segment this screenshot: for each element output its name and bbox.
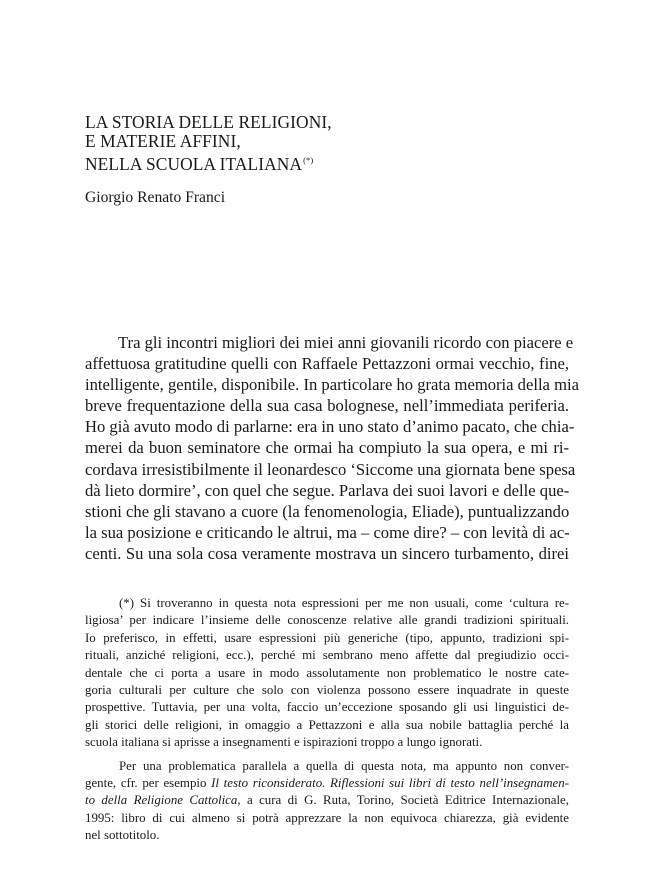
body-line: la sua posizione e criticando le altrui, ma – come dire? – con levità di ac- — [85, 522, 570, 542]
body-line: centi. Su una sola cosa veramente mostrava un sincero turbamento, direi — [85, 543, 569, 563]
body-line: cordava irresistibilmente il leonardesco ‘Siccome una giornata bene spesa — [85, 459, 576, 479]
footnote-line: ligiosa’ per indicare l’insieme delle conoscenze relative alle grandi tradizioni spirituali. — [85, 613, 569, 628]
body-line: breve frequentazione della sua casa bolognese, nell’immediata periferia. — [85, 396, 569, 416]
title-line-2: E MATERIE AFFINI, — [85, 131, 241, 151]
body-line: intelligente, gentile, disponibile. In particolare ho grata memoria della mia — [85, 375, 579, 395]
footnote-text: , a cura di G. Ruta, Torino, Società Editrice Internazionale, — [237, 793, 569, 808]
footnote-line: scuola italiana si aprisse a insegnamenti e ispirazioni troppo a lungo ignorati. — [85, 735, 483, 750]
footnote-line: gli storici delle religioni, in omaggio a Pettazzoni e alla sua nobile battaglia perché la — [85, 717, 569, 732]
cited-book-title: Il testo riconsiderato. Riflessioni sui libri di testo nell’insegnamen- — [211, 775, 570, 790]
footnote-line: nel sottotitolo. — [85, 828, 160, 843]
footnote-text: gente, cfr. per esempio — [85, 775, 212, 790]
footnote-2 — [85, 758, 569, 845]
body-line: Tra gli incontri migliori dei miei anni giovanili ricordo con piacere e — [118, 333, 574, 352]
body-line: merei da buon seminatore che ormai ha compiuto la sua opera, e mi ri- — [85, 438, 569, 458]
footnote-line: rituali, anziché religioni, ecc.), perché mi sembrano meno affette dal pregiudizio occi- — [85, 648, 569, 663]
article-title — [85, 113, 332, 174]
footnote-1 — [85, 595, 569, 752]
title-line-1: LA STORIA DELLE RELIGIONI, — [85, 112, 332, 132]
body-paragraph — [85, 332, 579, 564]
body-line: Ho già avuto modo di parlarne: era in uno stato d’animo pacato, che chia- — [85, 417, 575, 437]
footnotes — [85, 595, 569, 844]
title-line-3-text: NELLA SCUOLA ITALIANA — [85, 154, 303, 174]
title-footnote-marker: (*) — [303, 155, 314, 165]
footnote-line: Per una problematica parallela a quella di questa nota, ma appunto non conver- — [119, 758, 569, 773]
footnote-line: Io preferisco, in effetti, usare espressioni più generiche (tipo, appunto, tradizioni spi- — [85, 630, 569, 645]
footnote-line: dentale che ci porta a usare in modo assolutamente non problematico le nostre cate- — [85, 665, 569, 680]
body-line: affettuosa gratitudine quelli con Raffaele Pettazzoni ormai vecchio, fine, — [85, 354, 569, 374]
body-line: stioni che gli stavano a cuore (la fenomenologia, Eliade), puntualizzando — [85, 501, 570, 521]
body-line: dà lieto dormire’, con quel che segue. Parlava dei suoi lavori e delle que- — [85, 480, 570, 500]
cited-book-title-cont: to della Religione Cattolica — [85, 793, 238, 808]
footnote-line: (*) Si troveranno in questa nota espressioni per me non usuali, come ‘cultura re- — [119, 596, 569, 610]
footnote-line: prospettive. Tuttavia, per una volta, faccio un’eccezione sposando gli usi linguistici de- — [85, 700, 569, 715]
footnote-line: 1995: libro di cui almeno si potrà apprezzare la non equivoca chiarezza, già evidente — [85, 810, 569, 825]
title-line-3 — [85, 151, 332, 174]
footnote-line: goria culturali per culture che solo con violenza possono essere inquadrate in queste — [85, 682, 569, 697]
footnote-line — [85, 792, 569, 809]
footnote-line — [85, 775, 569, 792]
author-name: Giorgio Renato Franci — [85, 189, 226, 206]
